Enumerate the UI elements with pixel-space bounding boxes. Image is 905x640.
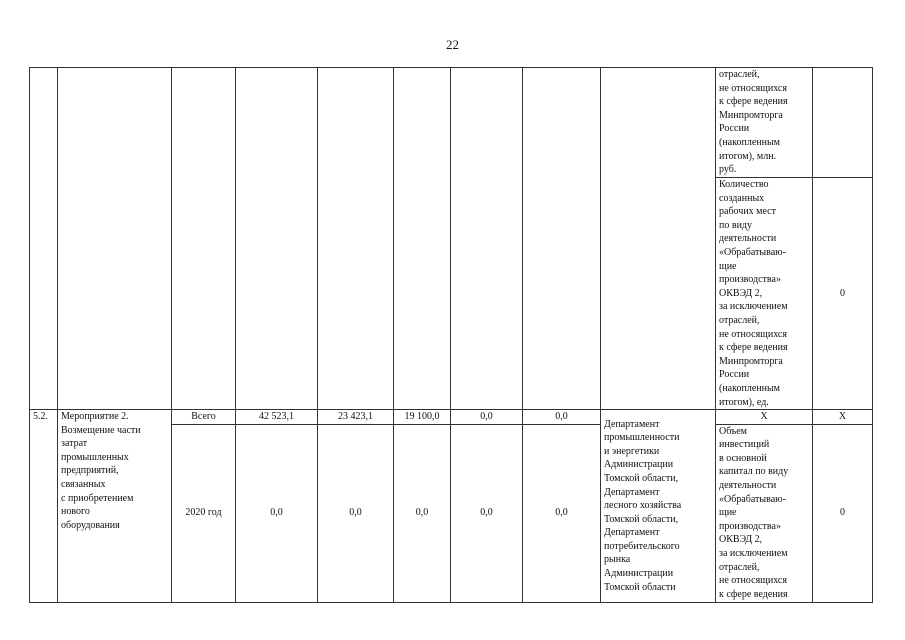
value-total: X xyxy=(813,410,873,425)
period-total: Всего xyxy=(172,410,236,425)
cell-empty xyxy=(318,68,394,410)
row-number: 5.2. xyxy=(30,410,58,603)
indicator-total: X xyxy=(716,410,813,425)
executor: Департамент промышленности и энергетики Администрации Томской области, Департамент лесного хозяйства Томской области, Департамент потребительского рынка Администрации Томской области xyxy=(601,410,716,603)
cell-empty xyxy=(236,68,318,410)
cell-empty xyxy=(601,68,716,410)
cell-empty xyxy=(30,68,58,410)
total-value-2: 23 423,1 xyxy=(318,410,394,425)
indicator-continuation: отраслей, не относящихся к сфере ведения Минпромторга России (накопленным итогом), млн. руб. xyxy=(716,68,813,178)
total-value-3: 19 100,0 xyxy=(394,410,451,425)
y2020-value-3: 0,0 xyxy=(394,424,451,602)
cell-empty xyxy=(523,68,601,410)
cell-empty xyxy=(394,68,451,410)
cell-empty xyxy=(58,68,172,410)
y2020-value-4: 0,0 xyxy=(451,424,523,602)
y2020-value-1: 0,0 xyxy=(236,424,318,602)
y2020-value-5: 0,0 xyxy=(523,424,601,602)
total-value-4: 0,0 xyxy=(451,410,523,425)
program-table xyxy=(29,67,873,603)
cell-empty xyxy=(451,68,523,410)
indicator-value: 0 xyxy=(813,178,873,410)
table-row xyxy=(30,410,873,425)
measure-name: Мероприятие 2. Возмещение части затрат промышленных предприятий, связанных с приобретением нового оборудования xyxy=(58,410,172,603)
total-value-1: 42 523,1 xyxy=(236,410,318,425)
table-row xyxy=(30,68,873,178)
period-2020: 2020 год xyxy=(172,424,236,602)
cell-empty xyxy=(172,68,236,410)
total-value-5: 0,0 xyxy=(523,410,601,425)
y2020-value-2: 0,0 xyxy=(318,424,394,602)
cell-empty xyxy=(813,68,873,178)
page-number: 22 xyxy=(446,37,459,52)
indicator-value-2020: 0 xyxy=(813,424,873,602)
indicator-investment: Объем инвестиций в основной капитал по виду деятельности «Обрабатываю- щие производства» ОКВЭД 2, за исключением отраслей, не относящихся к сфере ведения xyxy=(716,424,813,602)
indicator-jobs-created: Количество созданных рабочих мест по виду деятельности «Обрабатываю- щие производства» ОКВЭД 2, за исключением отраслей, не относящихся к сфере ведения Минпромторга России (накопленным итогом), ед. xyxy=(716,178,813,410)
